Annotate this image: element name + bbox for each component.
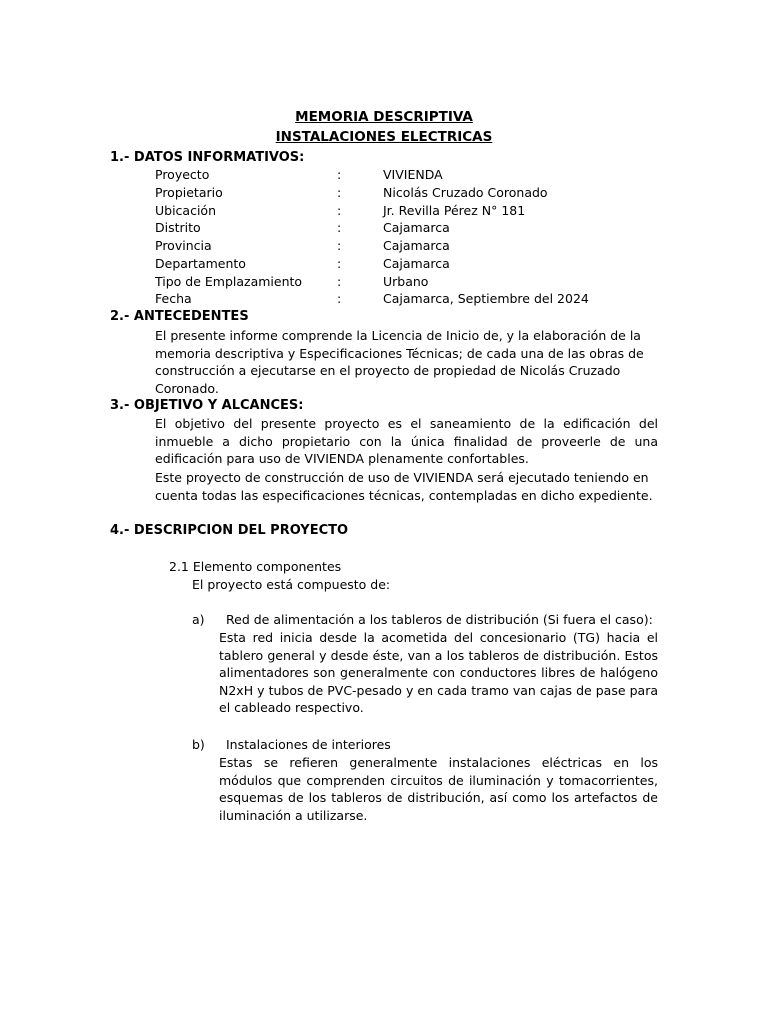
list-item-title: Instalaciones de interiores [226, 737, 391, 752]
info-separator: : [337, 203, 342, 218]
info-separator: : [337, 274, 342, 289]
info-label: Fecha [155, 291, 192, 306]
info-label: Departamento [155, 256, 246, 271]
section-3-heading: 3.- OBJETIVO Y ALCANCES: [110, 398, 304, 413]
info-separator: : [337, 291, 342, 306]
section-4-heading: 4.- DESCRIPCION DEL PROYECTO [110, 523, 349, 538]
list-item-text: Estas se refieren generalmente instalaciones eléctricas en los módulos que comprenden circuitos de iluminación y tomacorrientes, esquemas de los tableros de distribución, así como los artefactos de iluminación a utilizarse. [219, 755, 658, 823]
antecedentes-paragraph: El presente informe comprende la Licencia de Inicio de, y la elaboración de la memoria descriptiva y Especificaciones Técnicas; de cada una de las obras de construcción a ejecutarse en el proyecto de propiedad de Nicolás Cruzado Coronado. [155, 328, 644, 396]
section-2-heading: 2.- ANTECEDENTES [110, 309, 249, 324]
info-separator: : [337, 238, 342, 253]
info-separator: : [337, 256, 342, 271]
subsection-heading: 2.1 Elemento componentes [169, 559, 342, 574]
info-value: Jr. Revilla Pérez N° 181 [383, 203, 526, 218]
document-title: MEMORIA DESCRIPTIVA [295, 109, 473, 125]
alcances-paragraph: Este proyecto de construcción de uso de VIVIENDA será ejecutado teniendo en cuenta todas las especificaciones técnicas, contempladas en dicho expediente. [155, 470, 653, 503]
subsection-intro: El proyecto está compuesto de: [192, 577, 391, 592]
info-value: Cajamarca [383, 238, 450, 253]
info-value: VIVIENDA [383, 167, 443, 182]
info-label: Proyecto [155, 167, 210, 182]
info-value: Urbano [383, 274, 429, 289]
info-value: Nicolás Cruzado Coronado [383, 185, 548, 200]
list-item-title: Red de alimentación a los tableros de distribución (Si fuera el caso): [226, 612, 653, 627]
info-label: Provincia [155, 238, 212, 253]
info-separator: : [337, 185, 342, 200]
info-label: Propietario [155, 185, 223, 200]
document-subtitle: INSTALACIONES ELECTRICAS [275, 129, 493, 145]
list-marker: a) [192, 612, 205, 627]
info-value: Cajamarca [383, 220, 450, 235]
info-separator: : [337, 220, 342, 235]
info-label: Ubicación [155, 203, 217, 218]
info-label: Tipo de Emplazamiento [155, 274, 303, 289]
objetivo-paragraph: El objetivo del presente proyecto es el saneamiento de la edificación del inmueble a dicho propietario con la única finalidad de proveerle de una edificación para uso de VIVIENDA plenamente confortables. [155, 416, 658, 467]
info-value: Cajamarca [383, 256, 450, 271]
section-1-heading: 1.- DATOS INFORMATIVOS: [110, 150, 305, 165]
list-item-text: Esta red inicia desde la acometida del concesionario (TG) hacia el tablero general y desde éste, van a los tableros de distribución. Estos alimentadores son generalmente con conductores libres de halógeno N2xH y tubos de PVC-pesado y en cada tramo van cajas de pase para el cableado respectivo. [219, 630, 658, 716]
info-separator: : [337, 167, 342, 182]
info-label: Distrito [155, 220, 201, 235]
info-value: Cajamarca, Septiembre del 2024 [383, 291, 589, 306]
list-marker: b) [192, 737, 205, 752]
